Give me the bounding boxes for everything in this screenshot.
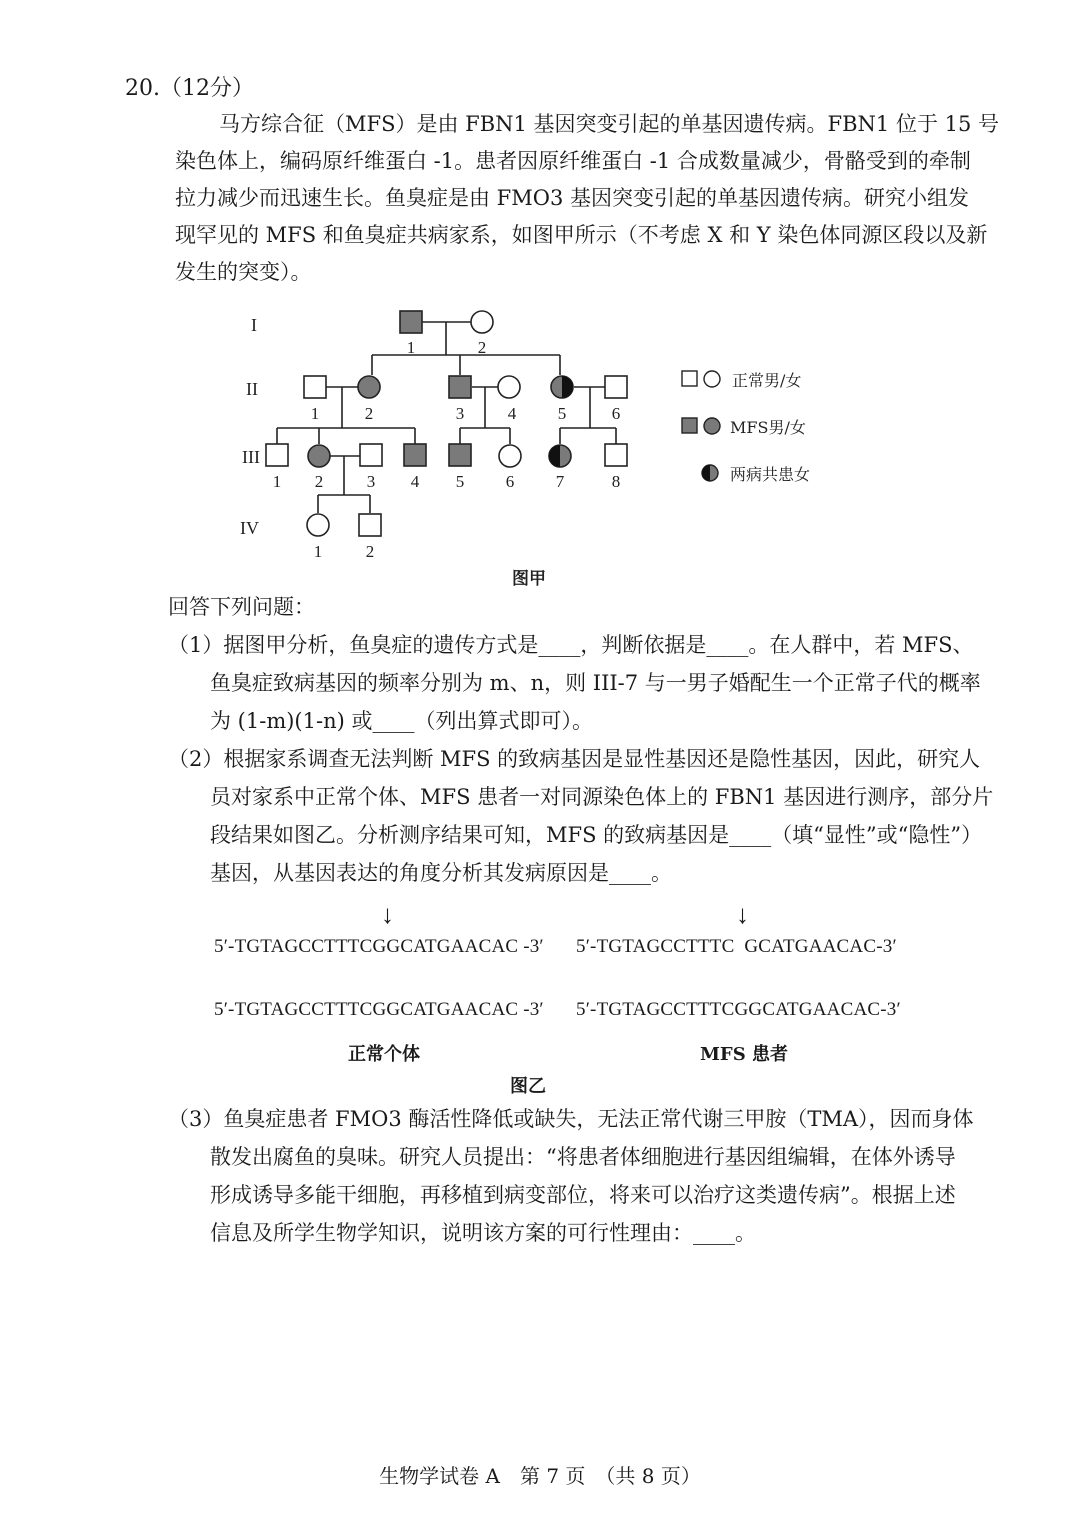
intro-line: 马方综合征（MFS）是由 FBN1 基因突变引起的单基因遗传病。FBN1 位于 15 号 — [219, 112, 1000, 136]
pedigree-III-5-mfs-male — [449, 444, 471, 466]
legend-label: 正常男/女 — [732, 371, 802, 390]
individual-number: 1 — [310, 404, 320, 423]
page-footer: 生物学试卷 A 第 7 页 （共 8 页） — [379, 1464, 701, 1488]
q1-line: 鱼臭症致病基因的频率分别为 m、n，则 III-7 与一男子婚配生一个正常子代的概率 — [210, 671, 981, 695]
individual-number: 6 — [611, 404, 621, 423]
pedigree-II-5-both-female — [551, 376, 573, 398]
mutation-arrow-icon: ↓ — [736, 900, 750, 929]
legend-both-female-symbol — [702, 465, 718, 481]
individual-number: 7 — [555, 472, 565, 491]
pedigree-III-6-normal-female — [499, 445, 521, 467]
legend-normal-male-symbol — [682, 371, 697, 386]
figure-caption-jia: 图甲 — [512, 569, 546, 589]
mutation-arrow-icon: ↓ — [381, 900, 395, 929]
legend-normal-female-symbol — [704, 371, 720, 387]
mfs-sequence-1: 5′-TGTAGCCTTTC GCATGAACAC-3′ — [576, 936, 897, 957]
pedigree-chart — [0, 0, 1080, 600]
pedigree-III-8-normal-male — [605, 444, 627, 466]
individual-number: 1 — [272, 472, 282, 491]
figure-caption-yi: 图乙 — [510, 1076, 546, 1097]
legend-label: 两病共患女 — [730, 465, 811, 484]
individual-number: 4 — [410, 472, 420, 491]
individual-number: 8 — [611, 472, 621, 491]
q3-line: 散发出腐鱼的臭味。研究人员提出：“将患者体细胞进行基因组编辑，在体外诱导 — [210, 1145, 956, 1169]
pedigree-II-1-normal-male — [304, 376, 326, 398]
individual-number: 1 — [313, 542, 323, 561]
normal-sequence-2: 5′-TGTAGCCTTTCGGCATGAACAC -3′ — [214, 999, 544, 1020]
generation-label: I — [251, 315, 257, 335]
answer-prompt: 回答下列问题： — [168, 595, 315, 619]
pedigree-I-2-normal-female — [471, 311, 493, 333]
pedigree-legend — [682, 371, 810, 484]
generation-label: II — [246, 379, 258, 399]
individual-number: 2 — [364, 404, 374, 423]
individual-number: 2 — [314, 472, 324, 491]
question-3 — [168, 1100, 974, 1252]
individual-number: 5 — [557, 404, 567, 423]
pedigree-III-2-mfs-female — [308, 445, 330, 467]
q2-line: （2）根据家系调查无法判断 MFS 的致病基因是显性基因还是隐性基因，因此，研究人 — [168, 747, 981, 771]
question-1 — [168, 626, 981, 740]
question-score: （12分） — [160, 76, 254, 101]
individual-number: 2 — [365, 542, 375, 561]
intro-line: 染色体上，编码原纤维蛋白 -1。患者因原纤维蛋白 -1 合成数量减少，骨骼受到的牵制 — [175, 149, 971, 173]
individual-number: 6 — [505, 472, 515, 491]
q3-line: 形成诱导多能干细胞，再移植到病变部位，将来可以治疗这类遗传病”。根据上述 — [210, 1183, 956, 1207]
pedigree-III-7-both-female — [549, 445, 571, 467]
individual-number: 3 — [366, 472, 376, 491]
individual-number: 2 — [477, 338, 487, 357]
question-2 — [168, 740, 994, 892]
q2-line: 基因，从基因表达的角度分析其发病原因是____。 — [210, 861, 672, 885]
legend-mfs-male-symbol — [682, 418, 697, 433]
pedigree-III-4-mfs-male — [404, 444, 426, 466]
mfs-patient-label: MFS 患者 — [700, 1044, 788, 1065]
individual-number: 4 — [507, 404, 517, 423]
pedigree-III-1-normal-male — [266, 444, 288, 466]
normal-individual-label: 正常个体 — [348, 1044, 420, 1065]
normal-sequence-1: 5′-TGTAGCCTTTCGGCATGAACAC -3′ — [214, 936, 544, 957]
pedigree-II-2-mfs-female — [358, 376, 380, 398]
q3-line: （3）鱼臭症患者 FMO3 酶活性降低或缺失，无法正常代谢三甲胺（TMA），因而身体 — [168, 1107, 974, 1131]
pedigree-IV-1-normal-female — [307, 514, 329, 536]
individual-number: 5 — [455, 472, 465, 491]
mfs-sequence-2: 5′-TGTAGCCTTTCGGCATGAACAC-3′ — [576, 999, 901, 1020]
individual-number: 1 — [406, 338, 416, 357]
intro-line: 发生的突变）。 — [175, 260, 312, 284]
legend-mfs-female-symbol — [704, 418, 720, 434]
pedigree-II-4-normal-female — [498, 376, 520, 398]
pedigree-II-3-mfs-male — [449, 376, 471, 398]
intro-line: 拉力减少而迅速生长。鱼臭症是由 FMO3 基因突变引起的单基因遗传病。研究小组发 — [175, 186, 969, 210]
generation-label: IV — [240, 518, 259, 538]
pedigree-III-3-normal-male — [360, 444, 382, 466]
intro-line: 现罕见的 MFS 和鱼臭症共病家系，如图甲所示（不考虑 X 和 Y 染色体同源区段以及新 — [175, 223, 988, 247]
pedigree-I-1-affected-male — [400, 311, 422, 333]
pedigree-IV-2-normal-male — [359, 514, 381, 536]
q1-line: 为 (1-m)(1-n) 或____（列出算式即可）。 — [210, 709, 593, 733]
question-number: 20. — [125, 76, 160, 101]
generation-label: III — [242, 447, 260, 467]
individual-number: 3 — [455, 404, 465, 423]
q2-line: 段结果如图乙。分析测序结果可知，MFS 的致病基因是____（填“显性”或“隐性”） — [210, 823, 983, 847]
q2-line: 员对家系中正常个体、MFS 患者一对同源染色体上的 FBN1 基因进行测序，部分片 — [210, 785, 994, 809]
legend-label: MFS男/女 — [730, 418, 806, 437]
pedigree-II-6-normal-male — [605, 376, 627, 398]
q3-line: 信息及所学生物学知识，说明该方案的可行性理由：____。 — [210, 1221, 756, 1245]
q1-line: （1）据图甲分析，鱼臭症的遗传方式是____，判断依据是____。在人群中，若 MFS、 — [168, 633, 974, 657]
